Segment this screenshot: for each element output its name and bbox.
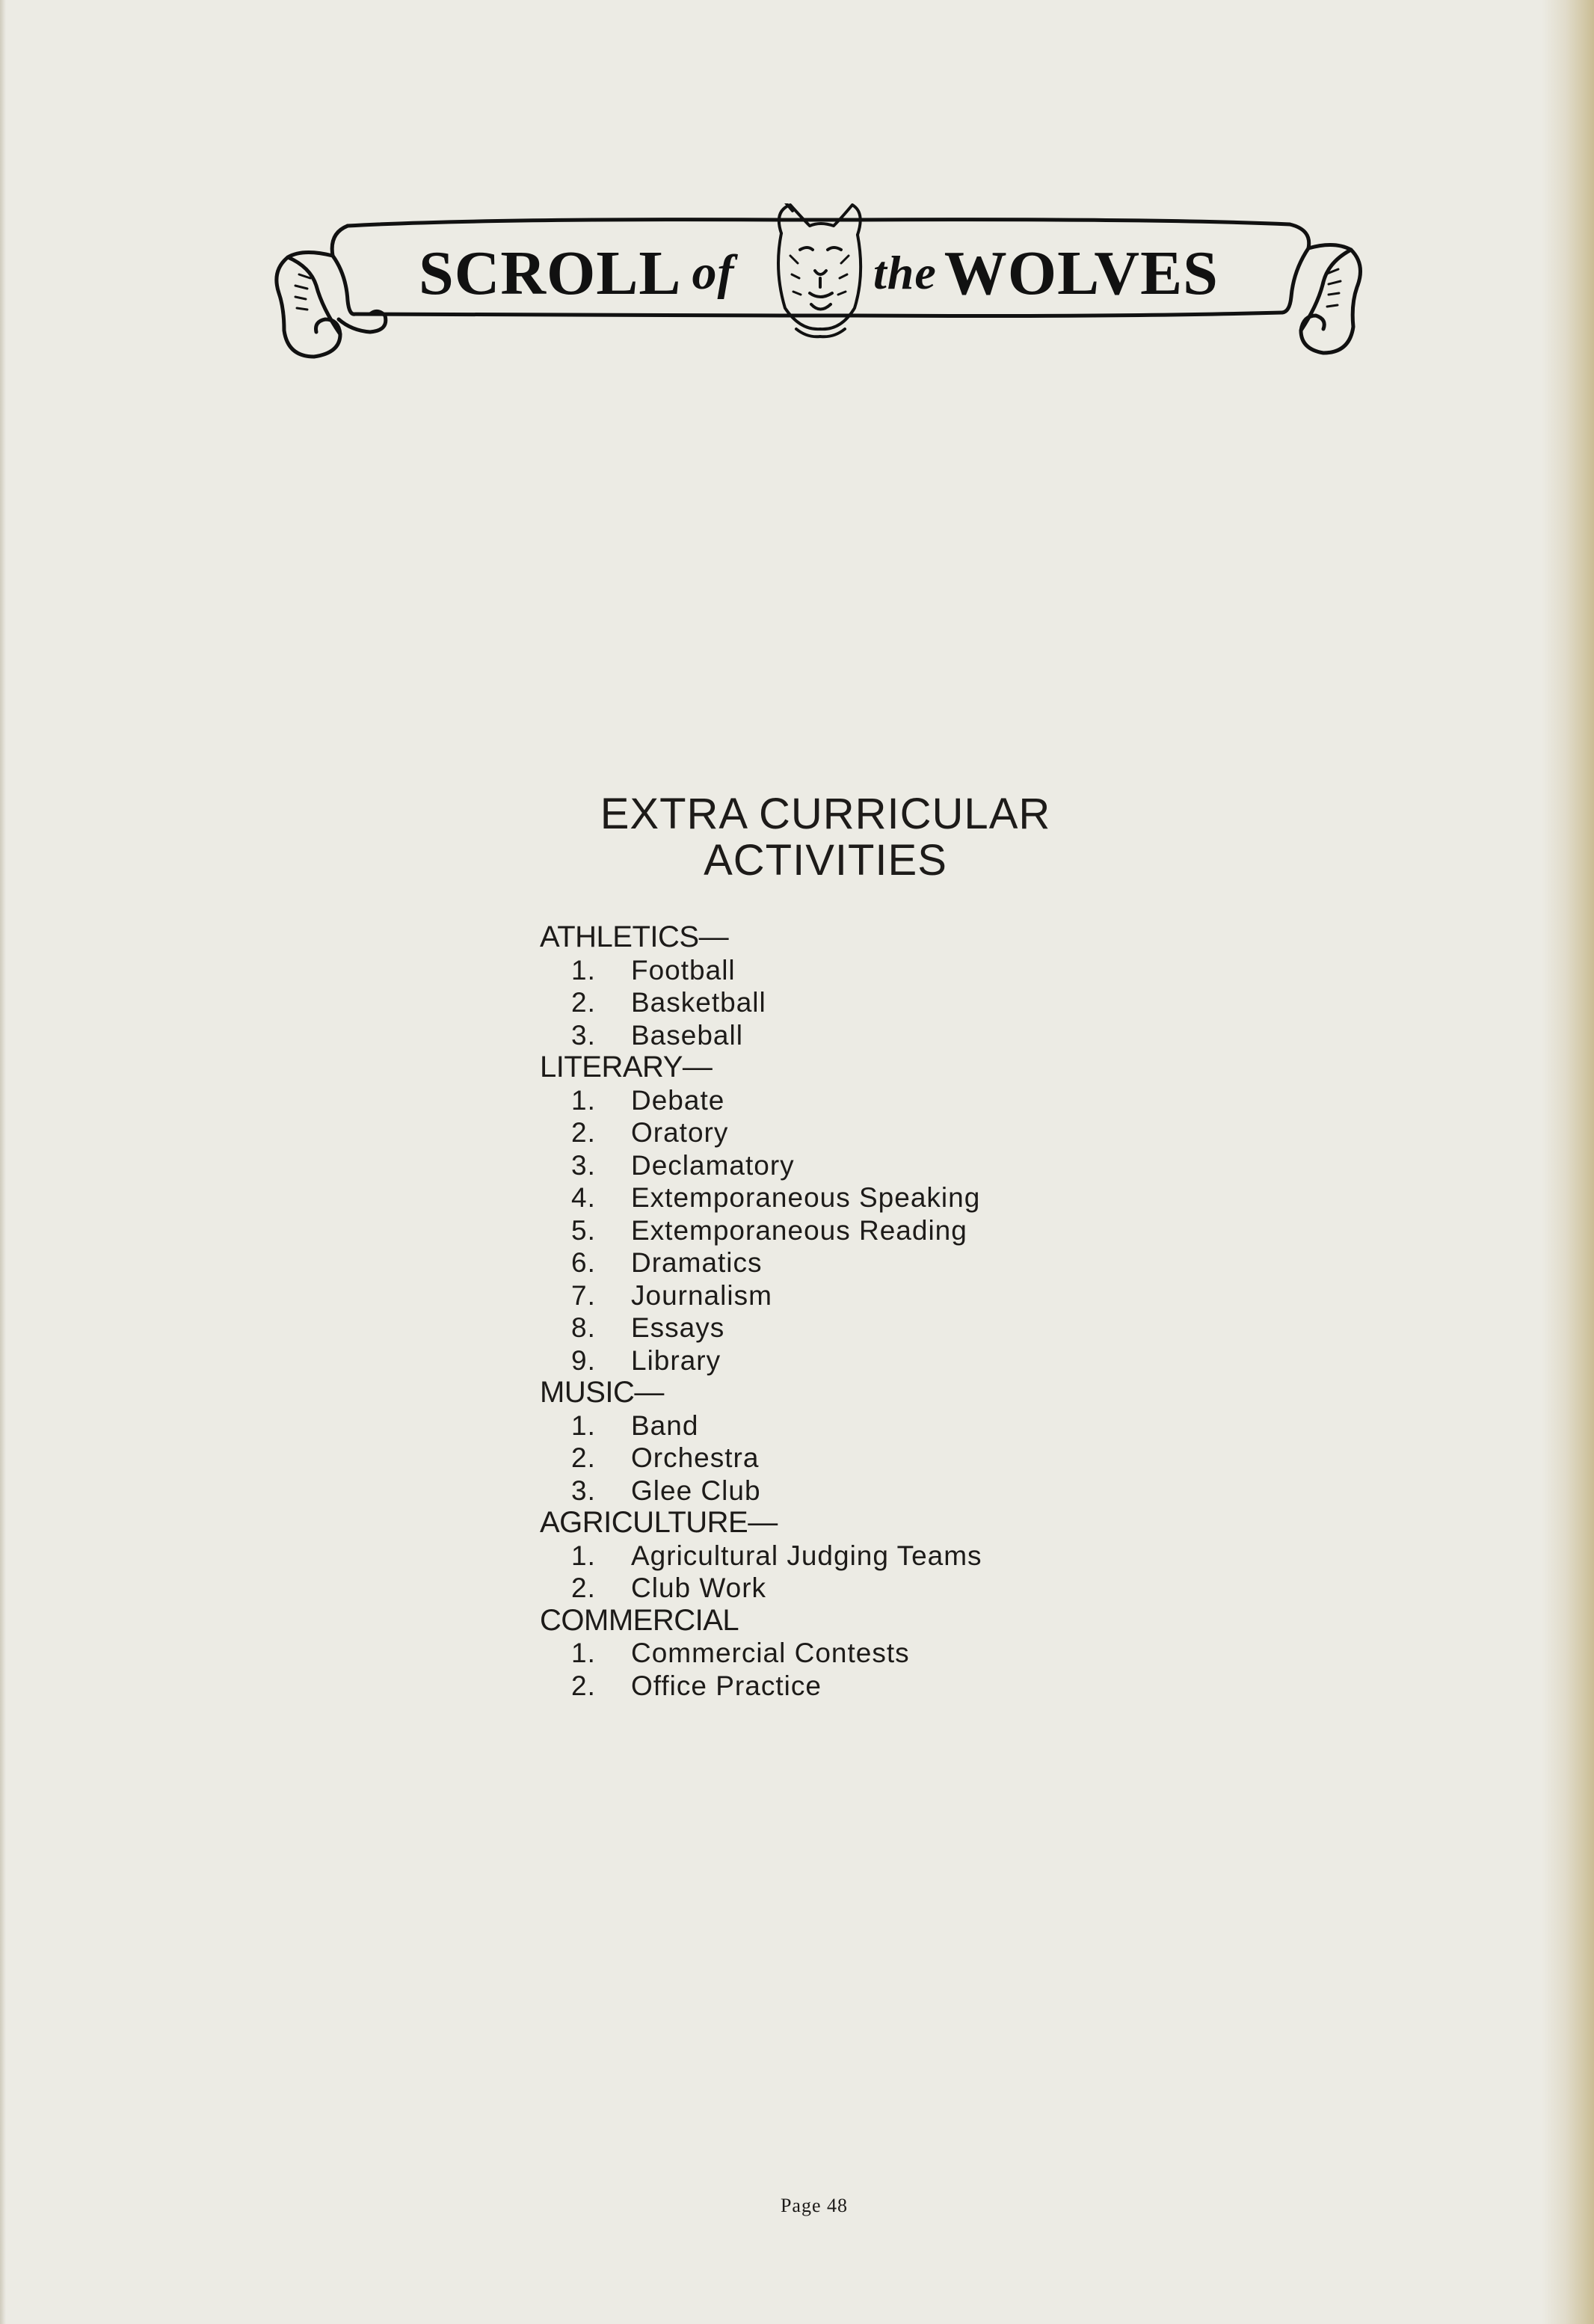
list-item-number: 7. bbox=[571, 1279, 596, 1311]
list-item bbox=[540, 1410, 1213, 1442]
list-item-number: 2. bbox=[571, 987, 596, 1018]
page-number: Page 48 bbox=[780, 2195, 849, 2216]
list-item-label: Baseball bbox=[631, 1019, 743, 1051]
list-item-label: Commercial Contests bbox=[631, 1638, 910, 1668]
list-item-label: Band bbox=[631, 1410, 699, 1441]
banner-title-of: of bbox=[692, 245, 735, 300]
banner-title-left bbox=[419, 232, 734, 314]
list-item-label: Oratory bbox=[631, 1117, 729, 1148]
list-item bbox=[540, 986, 1213, 1019]
list-item bbox=[540, 1312, 1213, 1344]
banner-title-the: the bbox=[873, 246, 937, 299]
list-item-number: 1. bbox=[571, 954, 596, 986]
list-item-number: 1. bbox=[571, 1410, 596, 1441]
list-item-label: Extemporaneous Reading bbox=[631, 1214, 967, 1246]
list-item bbox=[540, 954, 1213, 987]
category-heading: ATHLETICS— bbox=[540, 920, 729, 953]
list-item-label: Orchestra bbox=[631, 1442, 760, 1473]
list-item-label: Declamatory bbox=[631, 1149, 795, 1181]
list-item bbox=[540, 1540, 1213, 1573]
list-item-number: 3. bbox=[571, 1475, 596, 1506]
list-item-number: 9. bbox=[571, 1344, 596, 1376]
list-item bbox=[540, 1572, 1213, 1605]
page-right-edge bbox=[1542, 0, 1594, 2324]
list-item bbox=[540, 1149, 1213, 1182]
page-title: EXTRA CURRICULAR bbox=[600, 790, 1051, 838]
list-item bbox=[540, 1246, 1213, 1279]
banner-title-scroll: SCROLL bbox=[419, 238, 682, 308]
list-item-label: Club Work bbox=[631, 1573, 767, 1603]
category-heading: COMMERCIAL bbox=[540, 1603, 739, 1637]
list-item-number: 2. bbox=[571, 1442, 596, 1473]
list-item bbox=[540, 1116, 1213, 1149]
list-item-label: Football bbox=[631, 954, 736, 986]
list-item-number: 4. bbox=[571, 1182, 596, 1213]
list-item bbox=[540, 1344, 1213, 1377]
list-item bbox=[540, 1181, 1213, 1214]
list-item-label: Glee Club bbox=[631, 1475, 761, 1506]
list-item bbox=[540, 1084, 1213, 1117]
list-item-number: 2. bbox=[571, 1117, 596, 1148]
list-item-label: Basketball bbox=[631, 987, 766, 1018]
activities-list bbox=[540, 921, 1213, 1702]
list-item-number: 5. bbox=[571, 1214, 596, 1246]
list-item-number: 8. bbox=[571, 1312, 596, 1343]
banner-title-right bbox=[873, 232, 1219, 314]
list-item-label: Debate bbox=[631, 1084, 725, 1116]
list-item bbox=[540, 1637, 1213, 1670]
category-heading: AGRICULTURE— bbox=[540, 1506, 778, 1539]
list-item bbox=[540, 1214, 1213, 1247]
list-item-number: 2. bbox=[571, 1670, 596, 1701]
list-item-label: Essays bbox=[631, 1312, 725, 1343]
list-item-number: 3. bbox=[571, 1149, 596, 1181]
list-item-label: Journalism bbox=[631, 1279, 772, 1311]
category-heading: MUSIC— bbox=[540, 1376, 664, 1409]
page-left-edge bbox=[0, 0, 6, 2324]
banner-title-wolves: WOLVES bbox=[944, 238, 1219, 308]
list-item-label: Extemporaneous Speaking bbox=[631, 1182, 981, 1213]
list-item-number: 2. bbox=[571, 1573, 596, 1603]
category-heading: LITERARY— bbox=[540, 1051, 713, 1083]
list-item-number: 3. bbox=[571, 1019, 596, 1051]
list-item-label: Office Practice bbox=[631, 1670, 822, 1701]
list-item bbox=[540, 1670, 1213, 1703]
list-item-number: 1. bbox=[571, 1638, 596, 1668]
list-item-number: 6. bbox=[571, 1247, 596, 1278]
list-item-label: Agricultural Judging Teams bbox=[631, 1540, 982, 1571]
list-item bbox=[540, 1475, 1213, 1507]
list-item bbox=[540, 1019, 1213, 1052]
list-item-label: Dramatics bbox=[631, 1247, 763, 1278]
list-item bbox=[540, 1279, 1213, 1312]
list-item bbox=[540, 1442, 1213, 1475]
list-item-number: 1. bbox=[571, 1084, 596, 1116]
header-banner bbox=[258, 203, 1379, 375]
list-item-label: Library bbox=[631, 1344, 721, 1376]
page-subtitle: ACTIVITIES bbox=[704, 836, 947, 885]
list-item-number: 1. bbox=[571, 1540, 596, 1571]
